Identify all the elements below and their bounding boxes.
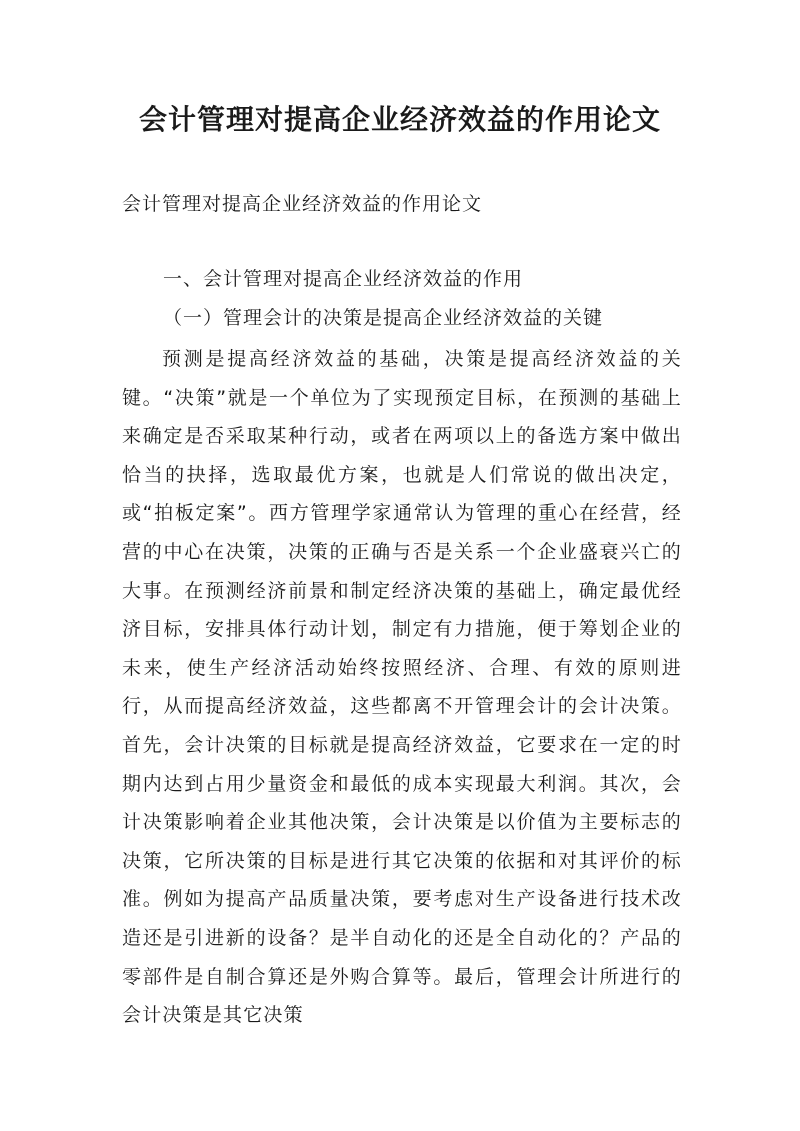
body-paragraph: 预测是提高经济效益的基础，决策是提高经济效益的关键。“决策”就是一个单位为了实现预定目标，在预测的基础上来确定是否采取某种行动，或者在两项以上的备选方案中做出恰当的抉择，选取最优方案，也就是人们常说的做出决定，或“拍板定案”。西方管理学家通常认为管理的重心在经营，经营的中心在决策，决策的正确与否是关系一个企业盛衰兴亡的大事。在预测经济前景和制定经济决策的基础上，确定最优经济目标，安排具体行动计划，制定有力措施，便于筹划企业的未来，使生产经济活动始终按照经济、合理、有效的原则进行，从而提高经济效益，这些都离不开管理会计的会计决策。首先，会计决策的目标就是提高经济效益，它要求在一定的时期内达到占用少量资金和最低的成本实现最大利润。其次，会计决策影响着企业其他决策，会计决策是以价值为主要标志的决策，它所决策的目标是进行其它决策的依据和对其评价的标准。例如为提高产品质量决策，要考虑对生产设备进行技术改造还是引进新的设备？是半自动化的还是全自动化的？产品的零部件是自制合算还是外购合算等。最后，管理会计所进行的会计决策是其它决策 <box>122 348 682 1027</box>
section-heading: 一、会计管理对提高企业经济效益的作用 <box>163 268 524 290</box>
document-title: 会计管理对提高企业经济效益的作用论文 <box>138 103 661 136</box>
document-subtitle: 会计管理对提高企业经济效益的作用论文 <box>122 193 483 215</box>
subsection-heading: （一）管理会计的决策是提高企业经济效益的关键 <box>163 307 604 329</box>
